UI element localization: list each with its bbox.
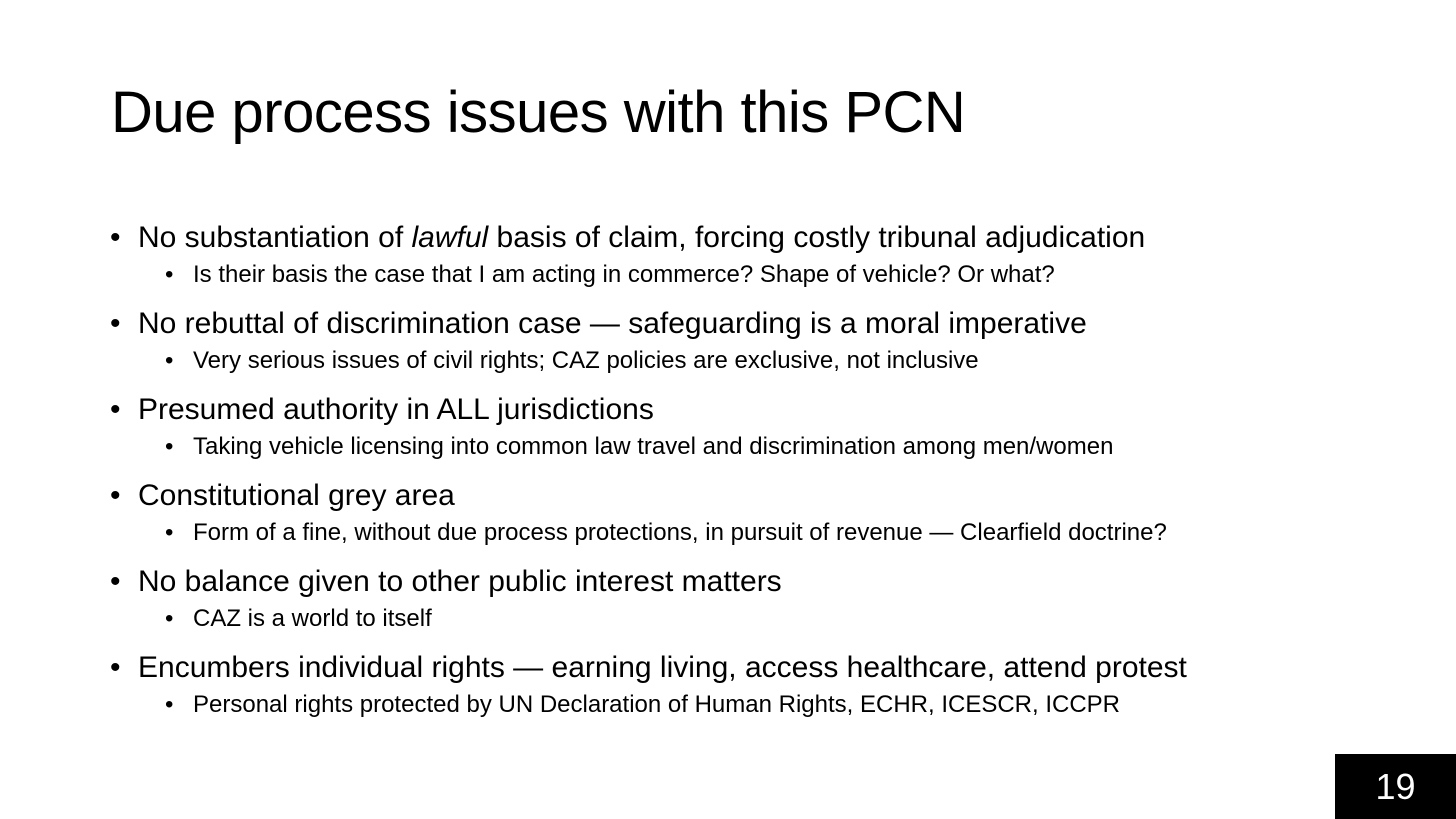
sub-bullet-dot-icon: • [165,691,174,718]
bullet-label: No rebuttal of discrimination case — safeguarding is a moral imperative [138,307,1087,340]
bullet-text-part: basis of claim, forcing costly tribunal adjudication [488,221,1146,254]
bullet-item-4 [110,477,1410,550]
bullet-label: No balance given to other public interest matters [138,565,782,598]
bullet-text [110,305,1410,343]
sub-bullet-label: Taking vehicle licensing into common law travel and discrimination among men/women [193,433,1114,460]
sub-bullet-dot-icon: • [165,347,174,374]
sub-bullet-text [110,429,1410,464]
sub-bullet-label: Form of a fine, without due process protections, in pursuit of revenue — Clearfield doctrine? [193,519,1167,546]
bullet-dot-icon: • [110,651,121,684]
sub-bullet-dot-icon: • [165,433,174,460]
sub-bullet-label: CAZ is a world to itself [193,605,432,632]
bullet-text [110,391,1410,429]
bullet-text-part: No substantiation of [138,221,412,254]
bullet-text [110,649,1410,687]
sub-bullet-text [110,257,1410,292]
bullet-dot-icon: • [110,565,121,598]
sub-bullet-label: Very serious issues of civil rights; CAZ policies are exclusive, not inclusive [193,347,979,374]
bullet-text [110,563,1410,601]
emphasis-text: lawful [411,221,489,254]
bullet-dot-icon: • [110,221,121,254]
slide-number [1335,754,1456,819]
bullet-item-6 [110,649,1410,722]
sub-bullet-text [110,601,1410,636]
bullet-label: Encumbers individual rights — earning living, access healthcare, attend protest [138,651,1187,684]
bullet-text [110,219,1410,257]
sub-bullet-label: Is their basis the case that I am acting in commerce? Shape of vehicle? Or what? [193,261,1055,288]
bullet-label: Constitutional grey area [138,479,455,512]
sub-bullet-text [110,343,1410,378]
bullet-item-2 [110,305,1410,378]
sub-bullet-text [110,515,1410,550]
slide-title: Due process issues with this PCN [111,80,966,145]
bullet-dot-icon: • [110,393,121,426]
bullet-dot-icon: • [110,307,121,340]
bullet-item-3 [110,391,1410,464]
sub-bullet-dot-icon: • [165,261,174,288]
sub-bullet-label: Personal rights protected by UN Declaration of Human Rights, ECHR, ICESCR, ICCPR [193,691,1120,718]
bullet-label: Presumed authority in ALL jurisdictions [138,393,654,426]
bullet-text [110,477,1410,515]
sub-bullet-text [110,687,1410,722]
sub-bullet-dot-icon: • [165,519,174,546]
bullet-item-5 [110,563,1410,636]
slide-number-label: 19 [1375,765,1416,807]
sub-bullet-dot-icon: • [165,605,174,632]
bullet-dot-icon: • [110,479,121,512]
bullet-item-1 [110,219,1410,292]
bullet-list [110,219,1410,722]
